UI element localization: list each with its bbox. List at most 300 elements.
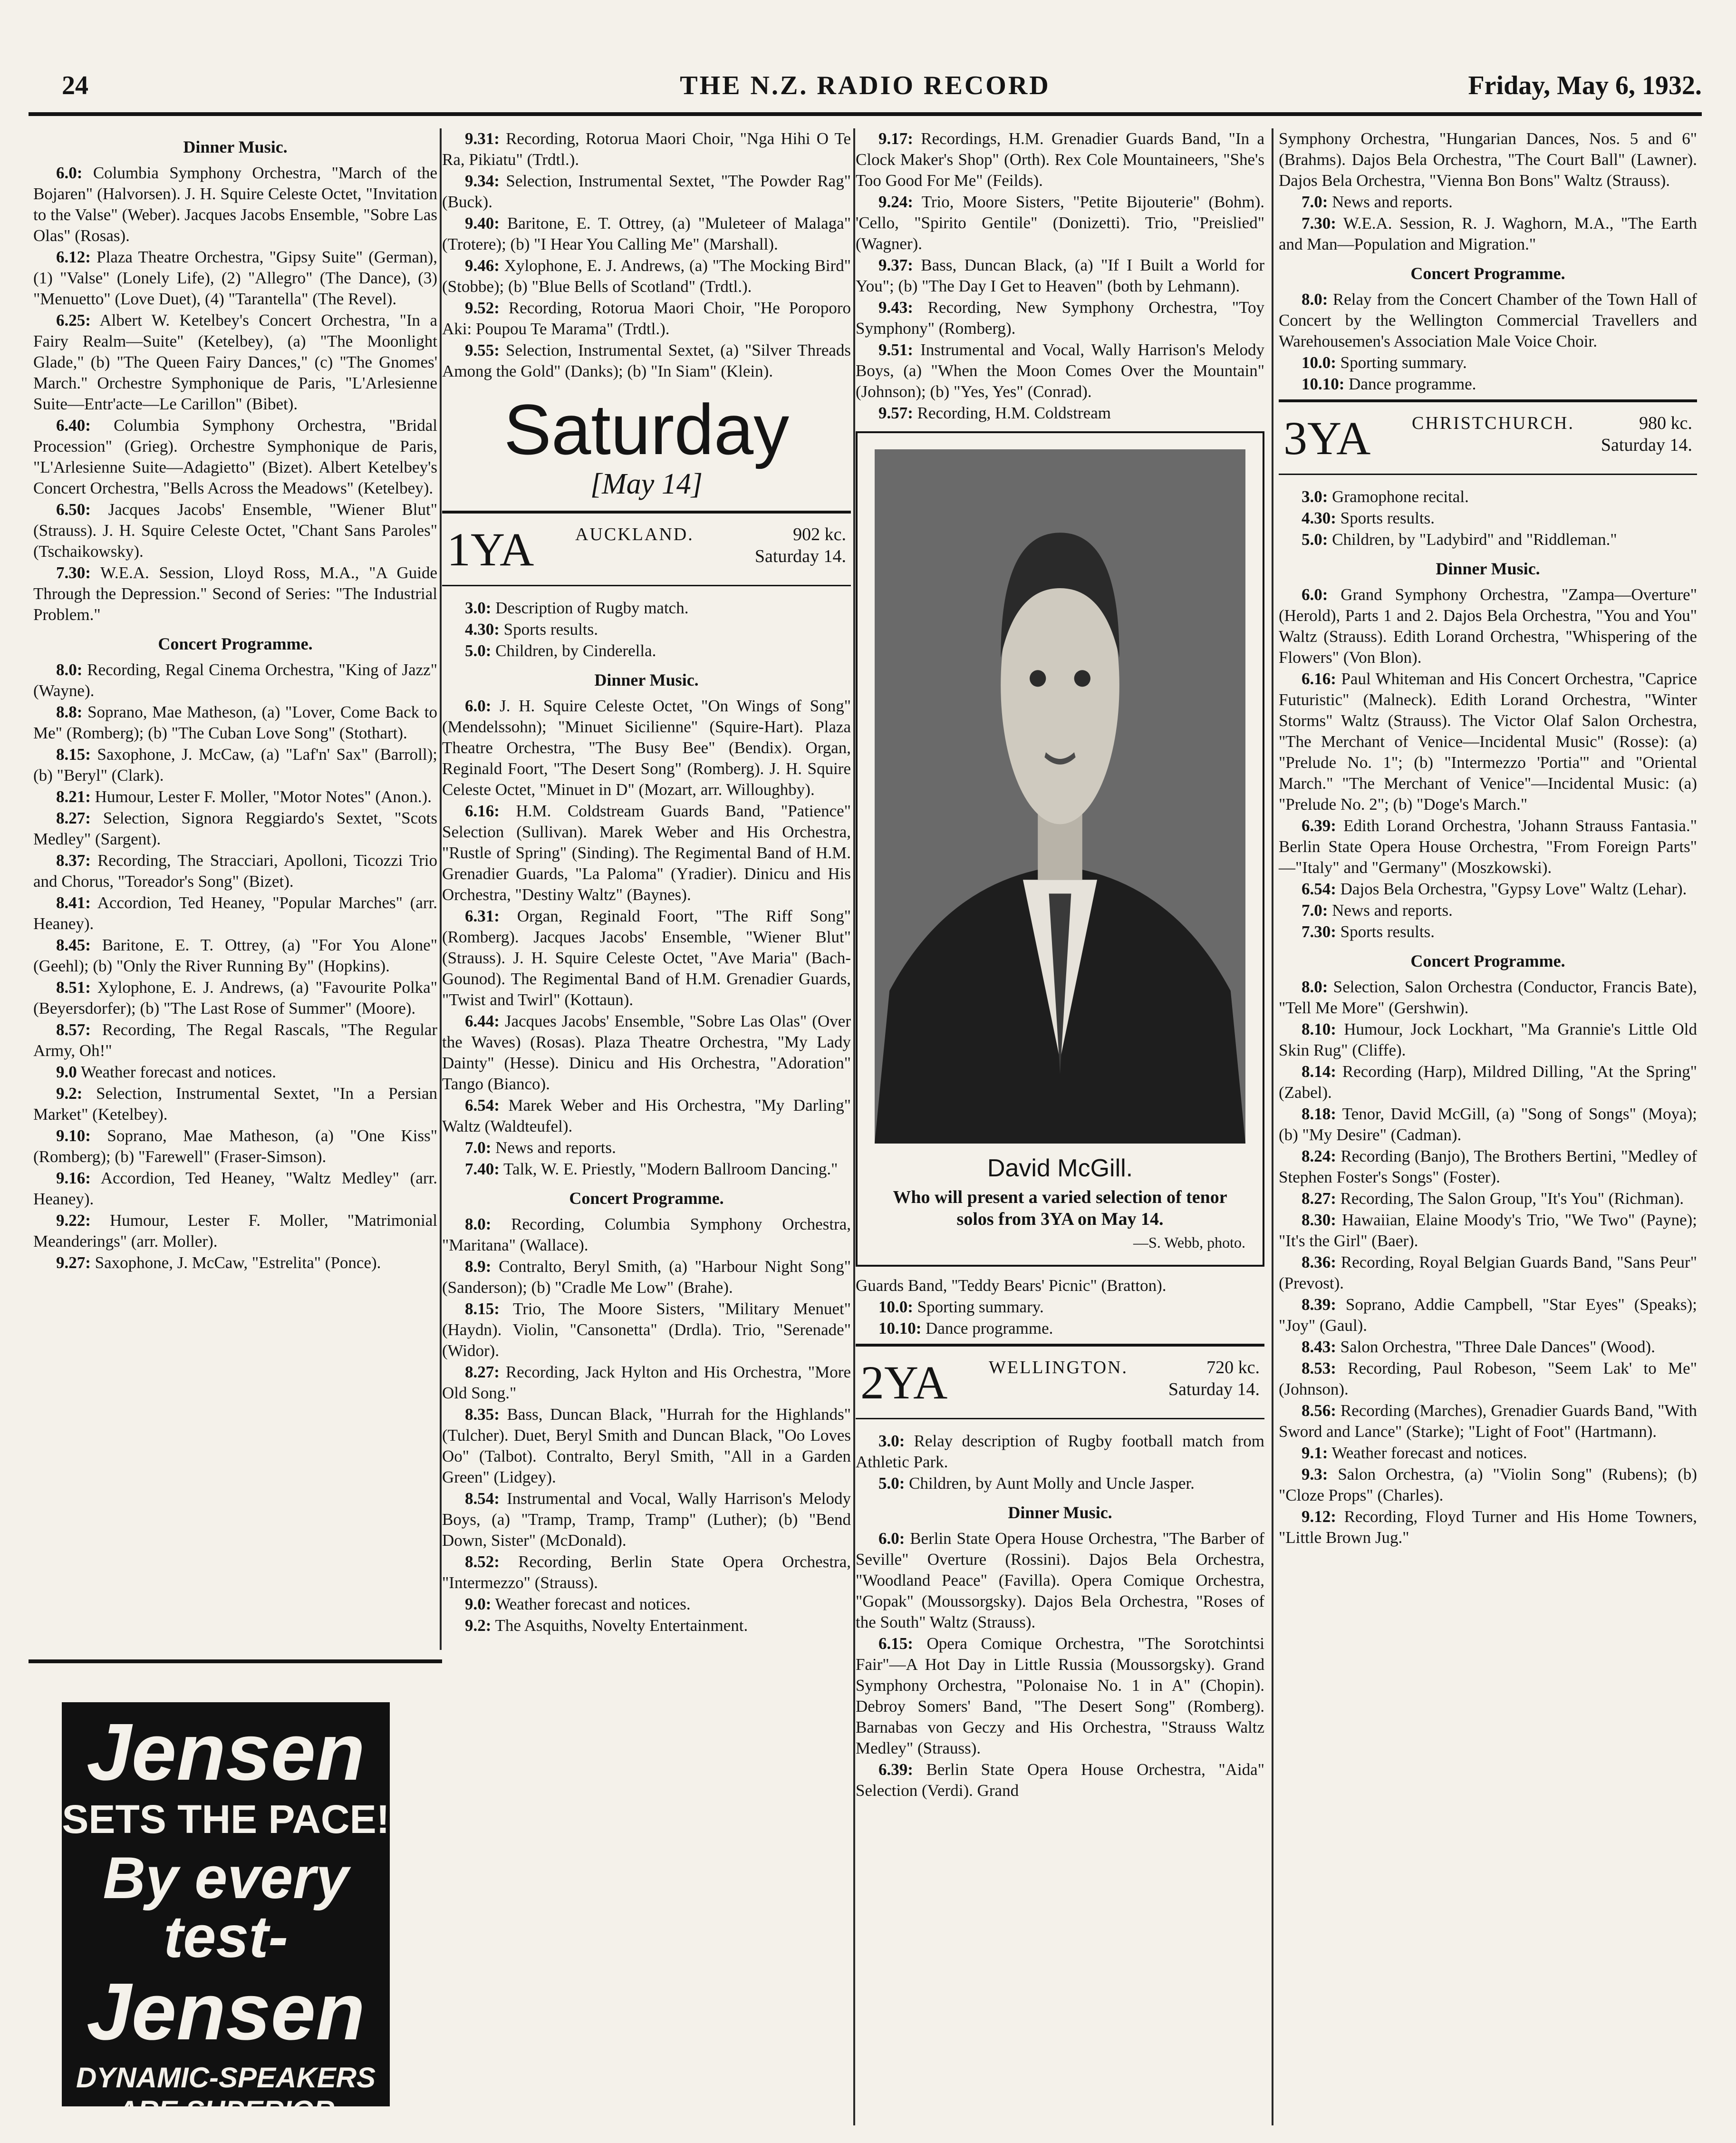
entry-text: Sports results. <box>1340 922 1435 941</box>
programme-entry <box>442 1404 851 1488</box>
entry-time: 9.43: <box>878 298 913 317</box>
entry-time: 6.50: <box>56 500 91 519</box>
programme-entry <box>1279 1188 1697 1209</box>
programme-entry <box>442 171 851 213</box>
programme-entry <box>442 1299 851 1361</box>
station-city: AUCKLAND. <box>575 524 694 544</box>
entry-time: 6.0: <box>1302 585 1328 604</box>
entry-text: Columbia Symphony Orchestra, "Bridal Procession" (Grieg). Orchestre Symphonique de Paris, "L'Arlesienne Suite—Adagietto" (Bizet). Albert Ketelbey's Concert Orchestra, "Bells Across the Meadows" (Ketelbey). <box>33 416 438 497</box>
portrait-illustration <box>875 449 1245 1144</box>
station-frequency: 720 kc. <box>1206 1358 1260 1377</box>
entry-text: Recording, Paul Robeson, "Seem Lak' to Me" (Johnson). <box>1279 1359 1697 1398</box>
entry-text: Recording (Banjo), The Brothers Bertini, "Medley of Stephen Foster's Songs" (Foster). <box>1279 1147 1697 1186</box>
programme-list <box>442 598 851 661</box>
entry-time: 7.0: <box>465 1138 492 1157</box>
programme-list <box>33 163 437 625</box>
advert-brand: Jensen <box>87 1707 365 1797</box>
photo-caption: Who will present a varied selection of tenor solos from 3YA on May 14. <box>893 1187 1227 1229</box>
entry-text: Trio, Moore Sisters, "Petite Bijouterie" (Bohm). 'Cello, "Spirito Gentile" (Donizetti). Trio, "Preislied" (Wagner). <box>856 193 1264 253</box>
entry-time: 8.57: <box>56 1020 91 1039</box>
programme-entry <box>856 255 1264 297</box>
section-heading: Dinner Music. <box>183 137 288 156</box>
entry-time: 6.54: <box>1302 880 1336 898</box>
programme-entry <box>33 702 437 744</box>
continued-entry: Guards Band, "Teddy Bears' Picnic" (Bratton). <box>856 1276 1167 1295</box>
entry-time: 9.51: <box>878 340 913 359</box>
programme-entry <box>33 1125 437 1167</box>
programme-entry <box>1279 529 1697 550</box>
programme-list <box>33 659 437 1273</box>
section-heading: Concert Programme. <box>1410 951 1565 970</box>
programme-entry <box>442 1159 851 1180</box>
entry-text: Recording, Rotorua Maori Choir, "Nga Hihi O Te Ra, Pikiatu" (Trdtl.). <box>442 129 851 169</box>
entry-text: Recording, New Symphony Orchestra, "Toy Symphony" (Romberg). <box>856 298 1265 338</box>
entry-time: 8.27: <box>56 809 91 827</box>
entry-time: 6.15: <box>878 1634 913 1653</box>
entry-text: Plaza Theatre Orchestra, "Gipsy Suite" (German), (1) "Valse" (Lonely Life), (2) "Allegro" (The Dance), (3) "Menuetto" (Love Duet), (4) "Tarantella" (The Revel). <box>33 248 437 308</box>
day-banner <box>442 391 851 501</box>
programme-entry <box>33 935 437 977</box>
entry-text: Selection, Instrumental Sextet, (a) "Silver Threads Among the Gold" (Danks); (b) "In Siam" (Klein). <box>442 341 851 380</box>
station-frequency: 980 kc. <box>1639 413 1692 433</box>
entry-text: Selection, Instrumental Sextet, "In a Persian Market" (Ketelbey). <box>33 1084 438 1124</box>
programme-entry <box>856 403 1264 424</box>
photo-credit: —S. Webb, photo. <box>1133 1234 1245 1251</box>
programme-list <box>856 128 1264 424</box>
entry-text: Berlin State Opera House Orchestra, "Aida" Selection (Verdi). Grand <box>856 1760 1265 1800</box>
entry-time: 9.3: <box>1302 1465 1328 1484</box>
programme-list <box>856 1297 1264 1339</box>
column-1 <box>33 128 437 1640</box>
programme-entry <box>856 1318 1264 1339</box>
entry-time: 6.16: <box>465 802 500 820</box>
programme-entry <box>33 850 437 892</box>
programme-entry <box>1279 1294 1697 1336</box>
entry-time: 6.31: <box>465 907 500 925</box>
entry-text: Xylophone, E. J. Andrews, (a) "The Mocking Bird" (Stobbe); (b) "Blue Bells of Scotland" (Trdtl.). <box>442 256 851 296</box>
programme-list <box>856 1528 1264 1801</box>
portrait-photo <box>875 449 1245 1144</box>
entry-text: Columbia Symphony Orchestra, "March of the Bojaren" (Halvorsen). J. H. Squire Celeste Octet, "Invitation to the Valse" (Weber). Jacques Jacobs Ensemble, "Sobre Las Olas" (Rosas). <box>33 164 437 245</box>
entry-text: News and reports. <box>495 1138 616 1157</box>
section-heading: Concert Programme. <box>569 1189 724 1208</box>
entry-text: Recording, Columbia Symphony Orchestra, "Maritana" (Wallace). <box>442 1215 851 1254</box>
entry-time: 6.44: <box>465 1012 500 1030</box>
issue-date: Friday, May 6, 1932. <box>1468 71 1702 100</box>
continued-entry: Symphony Orchestra, "Hungarian Dances, Nos. 5 and 6" (Brahms). Dajos Bela Orchestra, "The Court Ball" (Lawner). Dajos Bela Orchestra, "Vienna Bon Bons" Waltz (Strauss). <box>1279 129 1697 190</box>
programme-entry <box>33 659 437 701</box>
station-call: 3YA <box>1283 412 1371 465</box>
entry-time: 8.35: <box>465 1405 500 1424</box>
column-rule <box>1272 128 1273 2125</box>
station-day: Saturday 14. <box>1168 1379 1260 1399</box>
masthead-rule <box>29 112 1702 116</box>
programme-entry <box>33 1210 437 1252</box>
programme-entry <box>1279 1443 1697 1464</box>
entry-time: 8.43: <box>1302 1338 1336 1356</box>
newspaper-title: THE N.Z. RADIO RECORD <box>680 71 1051 100</box>
programme-entry <box>442 1214 851 1256</box>
station-day: Saturday 14. <box>754 546 846 566</box>
entry-text: Relay description of Rugby football match from Athletic Park. <box>856 1432 1264 1471</box>
entry-time: 9.34: <box>465 172 500 190</box>
programme-entry <box>1279 289 1697 352</box>
entry-time: 9.12: <box>1302 1507 1336 1526</box>
programme-entry <box>1279 1210 1697 1251</box>
entry-text: Recording, Floyd Turner and His Home Towners, "Little Brown Jug." <box>1279 1507 1697 1547</box>
entry-time: 8.39: <box>1302 1295 1336 1314</box>
entry-time: 8.51: <box>56 978 91 997</box>
entry-text: News and reports. <box>1332 901 1453 920</box>
programme-entry <box>33 786 437 807</box>
entry-text: Sports results. <box>1340 509 1435 527</box>
programme-entry <box>1279 213 1697 255</box>
entry-text: Recording, Royal Belgian Guards Band, "Sans Peur" (Prevost). <box>1279 1253 1697 1292</box>
photo-box <box>856 431 1264 1267</box>
entry-text: Humour, Lester F. Moller, "Motor Notes" (Anon.). <box>95 787 432 806</box>
entry-text: Albert W. Ketelbey's Concert Orchestra, "In a Fairy Realm—Suite" (Ketelbey), (a) "The Moonlight Glade," (b) "The Queen Fairy Dances," (c) "The Gnomes' March." Orchestre Symphonique de Paris, "L'Arlesienne Suite—Entr'acte—Le Carillon" (Bibet). <box>33 311 437 413</box>
entry-time: 7.0: <box>1302 901 1328 920</box>
entry-time: 8.21: <box>56 787 91 806</box>
entry-text: Recording, Jack Hylton and His Orchestra, "More Old Song." <box>442 1363 851 1402</box>
entry-text: W.E.A. Session, R. J. Waghorn, M.A., "The Earth and Man—Population and Migration." <box>1279 214 1697 253</box>
programme-entry <box>856 297 1264 339</box>
programme-entry <box>1279 192 1697 213</box>
entry-text: Recording, Regal Cinema Orchestra, "King of Jazz" (Wayne). <box>33 660 437 700</box>
entry-text: Recording, Berlin State Opera Orchestra, "Intermezzo" (Strauss). <box>442 1552 851 1592</box>
entry-text: Baritone, E. T. Ottrey, (a) "Muleteer of Malaga" (Trotere); (b) "I Hear You Calling Me" (Marshall). <box>442 214 851 253</box>
programme-entry <box>33 892 437 934</box>
programme-entry <box>1279 900 1697 921</box>
station-header-1ya <box>442 511 851 586</box>
entry-text: Jacques Jacobs' Ensemble, "Wiener Blut" (Strauss). J. H. Squire Celeste Octet, "Chant Sans Paroles" (Tschaikowsky). <box>33 500 437 561</box>
entry-time: 9.37: <box>878 256 913 274</box>
photo-subject-name: David McGill. <box>987 1154 1133 1182</box>
programme-entry <box>1279 669 1697 815</box>
entry-text: Relay from the Concert Chamber of the Town Hall of Concert by the Wellington Commercial Travellers and Warehousemen's Association Male Voice Choir. <box>1279 290 1697 350</box>
programme-entry <box>33 744 437 786</box>
entry-time: 3.0: <box>878 1432 905 1450</box>
programme-entry <box>856 339 1264 402</box>
programme-entry <box>856 1431 1264 1473</box>
station-call: 1YA <box>447 523 534 576</box>
entry-text: Jacques Jacobs' Ensemble, "Sobre Las Olas" (Over the Waves) (Rosas). Plaza Theatre Orchestra, "My Lady Dainty" (Hesse). Dinicu and His Orchestra, "Adoration" Tango (Bianco). <box>442 1012 851 1093</box>
entry-text: Organ, Reginald Foort, "The Riff Song" (Romberg). Jacques Jacobs' Ensemble, "Wiener Blut" (Strauss). J. H. Squire Celeste Octet, "Ave Maria" (Bach-Gounod). The Regimental Band of H.M. Grenadier Guards, "Twist and Twirl" (Kottaun). <box>442 907 851 1009</box>
entry-time: 8.8: <box>56 703 83 721</box>
entry-text: Instrumental and Vocal, Wally Harrison's Melody Boys, (a) "Tramp, Tramp, Tramp" (Luther); (b) "Bend Down, Sister" (McDonald). <box>442 1489 851 1550</box>
advert-slogan: SETS THE PACE! <box>62 1797 390 1842</box>
entry-time: 10.10: <box>878 1319 922 1338</box>
programme-list <box>1279 584 1697 942</box>
entry-time: 8.54: <box>465 1489 500 1508</box>
entry-time: 8.27: <box>465 1363 500 1381</box>
programme-entry <box>1279 1337 1697 1358</box>
programme-entry <box>442 1011 851 1095</box>
entry-time: 6.16: <box>1302 669 1336 688</box>
entry-text: Recording (Harp), Mildred Dilling, "At the Spring" (Zabel). <box>1279 1062 1697 1102</box>
programme-entry <box>1279 1358 1697 1400</box>
entry-text: Soprano, Mae Matheson, (a) "Lover, Come Back to Me" (Romberg); (b) "The Cuban Love Song" (Stothart). <box>33 703 438 742</box>
programme-entry <box>33 1083 437 1125</box>
entry-time: 7.0: <box>1302 193 1328 211</box>
programme-entry <box>1279 815 1697 878</box>
programme-entry <box>442 1362 851 1404</box>
entry-text: Soprano, Mae Matheson, (a) "One Kiss" (Romberg); (b) "Farewell" (Fraser-Simson). <box>33 1126 438 1166</box>
entry-text: Instrumental and Vocal, Wally Harrison's Melody Boys, (a) "When the Moon Comes Over the Mountain" (Johnson); (b) "Yes, Yes" (Conrad). <box>856 340 1264 401</box>
entry-text: Recording, Rotorua Maori Choir, "He Poroporo Aki: Poupou Te Marama" (Trdtl.). <box>442 299 851 338</box>
entry-time: 5.0: <box>1302 530 1328 549</box>
programme-entry <box>1279 508 1697 529</box>
entry-time: 7.40: <box>465 1160 500 1178</box>
entry-text: Sporting summary. <box>1340 353 1467 372</box>
entry-time: 5.0: <box>465 641 492 660</box>
programme-entry <box>442 619 851 640</box>
programme-entry <box>856 1297 1264 1318</box>
entry-text: News and reports. <box>1332 193 1453 211</box>
entry-time: 7.30: <box>1302 922 1336 941</box>
entry-time: 8.56: <box>1302 1401 1336 1420</box>
programme-entry <box>442 1256 851 1298</box>
entry-time: 3.0: <box>1302 487 1328 506</box>
entry-time: 6.39: <box>878 1760 913 1779</box>
day-title: Saturday <box>503 389 790 469</box>
entry-time: 8.15: <box>465 1299 500 1318</box>
programme-list <box>1279 289 1697 395</box>
programme-entry <box>1279 1061 1697 1103</box>
entry-time: 9.10: <box>56 1126 91 1145</box>
entry-time: 8.53: <box>1302 1359 1336 1377</box>
entry-text: Contralto, Beryl Smith, (a) "Harbour Night Song" (Sanderson); (b) "Cradle Me Low" (Brahe). <box>442 1257 851 1297</box>
programme-entry <box>33 163 437 246</box>
entry-text: Recording, The Salon Group, "It's You" (Richman). <box>1340 1189 1684 1208</box>
programme-entry <box>1279 1104 1697 1145</box>
advert-line: DYNAMIC-SPEAKERS <box>76 2062 376 2094</box>
entry-text: Edith Lorand Orchestra, 'Johann Strauss Fantasia." Berlin State Opera House Orchestra, "From Foreign Parts" —"Italy" and "Germany" (Moszkowski). <box>1279 816 1697 877</box>
entry-text: H.M. Coldstream Guards Band, "Patience" Selection (Sullivan). Marek Weber and His Orchestra, "Rustle of Spring" (Sinding). The Regimental Band of H.M. Grenadier Guards, "La Paloma" (Yradier). Dinicu and His Orchestra, "Destiny Waltz" (Baynes). <box>442 802 851 904</box>
entry-time: 9.40: <box>465 214 500 233</box>
entry-time: 9.46: <box>465 256 500 275</box>
entry-time: 4.30: <box>465 620 500 639</box>
entry-text: Saxophone, J. McCaw, (a) "Laf'n' Sax" (Barroll); (b) "Beryl" (Clark). <box>33 745 438 785</box>
entry-time: 6.54: <box>465 1096 500 1115</box>
entry-time: 8.30: <box>1302 1211 1336 1229</box>
programme-entry <box>33 415 437 499</box>
entry-time: 9.16: <box>56 1169 91 1187</box>
entry-text: Dance programme. <box>1349 375 1476 393</box>
entry-time: 8.0: <box>1302 978 1328 996</box>
programme-entry <box>442 801 851 905</box>
advert-line: By every test- <box>103 1845 349 1970</box>
section-heading: Concert Programme. <box>1410 264 1565 283</box>
programme-entry <box>442 298 851 339</box>
programme-entry <box>442 598 851 619</box>
programme-list <box>442 128 851 382</box>
entry-time: 8.0: <box>56 660 83 679</box>
entry-time: 9.31: <box>465 129 500 148</box>
programme-entry <box>1279 584 1697 668</box>
entry-text: Recording, H.M. Coldstream <box>917 404 1111 422</box>
entry-time: 8.18: <box>1302 1105 1336 1123</box>
programme-entry <box>33 499 437 562</box>
entry-time: 8.37: <box>56 851 91 870</box>
programme-list <box>442 696 851 1180</box>
programme-list <box>856 1431 1264 1494</box>
entry-text: Recordings, H.M. Grenadier Guards Band, "In a Clock Maker's Shop" (Orth). Rex Cole Mountaineers, "She's Too Good For Me" (Feilds). <box>856 129 1265 190</box>
entry-text: Selection, Signora Reggiardo's Sextet, "Scots Medley" (Sargent). <box>33 809 437 848</box>
programme-entry <box>442 640 851 661</box>
entry-text: Berlin State Opera House Orchestra, "The Barber of Seville" Overture (Rossini). Dajos Bela Orchestra, "Woodland Peace" (Favilla). Opera Comique Orchestra, "Gopak" (Moussorgsky). Dajos Bela Orchestra, "Roses of the South" Waltz (Strauss). <box>856 1529 1265 1631</box>
programme-entry <box>442 255 851 297</box>
entry-time: 8.45: <box>56 936 91 954</box>
masthead <box>29 67 1702 109</box>
station-header-2ya <box>856 1344 1264 1419</box>
entry-text: J. H. Squire Celeste Octet, "On Wings of Song" (Mendelssohn); "Minuet Sicilienne" (Squire-Hart). Plaza Theatre Orchestra, "The Busy Bee" (Bendix). Organ, Reginald Foort, "The Desert Song" (Romberg). J. H. Squire Celeste Octet, "Minuet in D" (Mozart, arr. Willoughby). <box>442 697 851 799</box>
programme-entry <box>856 1473 1264 1494</box>
entry-text: Sports results. <box>503 620 598 639</box>
entry-text: Description of Rugby match. <box>495 599 689 617</box>
entry-time: 3.0: <box>465 599 492 617</box>
entry-text: Baritone, E. T. Ottrey, (a) "For You Alone" (Geehl); (b) "Only the River Running By" (Hopkins). <box>33 936 438 975</box>
entry-text: Soprano, Addie Campbell, "Star Eyes" (Speaks); "Joy" (Gaul). <box>1279 1295 1697 1335</box>
programme-entry <box>442 213 851 255</box>
programme-entry <box>33 1019 437 1061</box>
entry-text: Dajos Bela Orchestra, "Gypsy Love" Waltz (Lehar). <box>1340 880 1687 898</box>
programme-entry <box>1279 1400 1697 1442</box>
programme-list <box>1279 977 1697 1548</box>
entry-time: 6.39: <box>1302 816 1336 835</box>
programme-list <box>442 1214 851 1636</box>
programme-list <box>1279 192 1697 255</box>
entry-time: 10.0: <box>1302 353 1336 372</box>
programme-entry <box>1279 1506 1697 1548</box>
programme-entry <box>1279 1464 1697 1506</box>
entry-time: 8.27: <box>1302 1189 1336 1208</box>
entry-text: Humour, Lester F. Moller, "Matrimonial Meanderings" (arr. Moller). <box>33 1211 437 1251</box>
entry-time: 9.22: <box>56 1211 91 1230</box>
entry-time: 10.10: <box>1302 375 1345 393</box>
programme-entry <box>442 1488 851 1551</box>
programme-entry <box>33 808 437 850</box>
station-frequency: 902 kc. <box>793 524 846 544</box>
section-heading: Dinner Music. <box>594 670 699 689</box>
column-rule <box>440 128 442 1650</box>
entry-text: Weather forecast and notices. <box>495 1595 691 1613</box>
programme-entry <box>442 696 851 800</box>
entry-text: Weather forecast and notices. <box>1331 1444 1527 1462</box>
programme-entry <box>33 977 437 1019</box>
entry-time: 9.24: <box>878 193 913 211</box>
programme-entry <box>33 310 437 415</box>
entry-time: 8.36: <box>1302 1253 1336 1271</box>
programme-entry <box>1279 1146 1697 1188</box>
entry-time: 9.2: <box>465 1616 492 1635</box>
entry-text: Children, by Cinderella. <box>495 641 656 660</box>
programme-entry <box>1279 1019 1697 1061</box>
column-3 <box>856 128 1264 2135</box>
advert-rule <box>29 1659 442 1663</box>
entry-time: 6.12: <box>56 248 91 266</box>
entry-time: 7.30: <box>1302 214 1336 233</box>
entry-text: Children, by Aunt Molly and Uncle Jasper. <box>909 1474 1195 1493</box>
entry-time: 9.27: <box>56 1253 91 1272</box>
entry-time: 9.57: <box>878 404 913 422</box>
entry-time: 5.0: <box>878 1474 905 1493</box>
entry-text: Accordion, Ted Heaney, "Popular Marches" (arr. Heaney). <box>33 893 437 933</box>
section-heading: Concert Programme. <box>158 634 313 653</box>
station-city: CHRISTCHURCH. <box>1412 413 1574 433</box>
programme-entry <box>856 1633 1264 1759</box>
entry-text: Gramophone recital. <box>1332 487 1469 506</box>
entry-time: 9.2: <box>56 1084 83 1103</box>
programme-entry <box>442 1551 851 1593</box>
entry-time: 10.0: <box>878 1298 913 1316</box>
programme-entry <box>1279 1252 1697 1294</box>
station-header-3ya <box>1279 399 1697 475</box>
entry-text: Salon Orchestra, (a) "Violin Song" (Rubens); (b) "Cloze Props" (Charles). <box>1279 1465 1697 1504</box>
entry-time: 6.0: <box>878 1529 905 1548</box>
entry-text: Recording, The Stracciari, Apolloni, Ticozzi Trio and Chorus, "Toreador's Song" (Bizet). <box>33 851 437 891</box>
entry-text: W.E.A. Session, Lloyd Ross, M.A., "A Guide Through the Depression." Second of Series: "The Industrial Problem." <box>33 563 437 624</box>
programme-entry <box>1279 977 1697 1018</box>
programme-entry <box>33 1252 437 1273</box>
entry-text: Humour, Jock Lockhart, "Ma Grannie's Little Old Skin Rug" (Cliffe). <box>1279 1020 1697 1059</box>
entry-time: 9.52: <box>465 299 500 317</box>
programme-entry <box>442 1594 851 1615</box>
advert-line: ARE SUPERIOR <box>117 2095 335 2127</box>
column-2 <box>442 128 851 2135</box>
entry-time: 9.1: <box>1302 1444 1328 1462</box>
entry-text: The Asquiths, Novelty Entertainment. <box>495 1616 748 1635</box>
entry-time: 8.9: <box>465 1257 492 1276</box>
advert-brand: Jensen <box>87 1967 365 2057</box>
entry-time: 8.15: <box>56 745 91 764</box>
entry-time: 8.24: <box>1302 1147 1336 1165</box>
entry-text: Paul Whiteman and His Concert Orchestra, "Caprice Futuristic" (Malneck). Edith Lorand Orchestra, "Winter Storms" Waltz (Strauss). The Victor Olaf Salon Orchestra, "The Merchant of Venice—Incidental Music" (Rosse): (a) "Prelude No. 1"; (b) "Intermezzo 'Portia'" and "Oriental March." "The Merchant of Venice"—Incidental Music: (a) "Prelude No. 2"; (b) "Doge's March." <box>1279 669 1697 814</box>
entry-time: 9.0: <box>465 1595 492 1613</box>
section-heading: Dinner Music. <box>1436 559 1540 578</box>
programme-entry <box>442 1137 851 1158</box>
entry-text: Hawaiian, Elaine Moody's Trio, "We Two" (Payne); "It's the Girl" (Baer). <box>1279 1211 1697 1250</box>
station-day: Saturday 14. <box>1601 435 1692 455</box>
entry-text: Opera Comique Orchestra, "The Sorotchintsi Fair"—A Hot Day in Little Russia (Moussorgsky). Grand Symphony Orchestra, "Polonaise No. 1 in A" (Chopin). Debroy Somers' Band, "The Desert Song" (Romberg). Barnabas von Geczy and His Orchestra, "Strauss Waltz Medley" (Strauss). <box>856 1634 1264 1757</box>
entry-time: 6.40: <box>56 416 91 435</box>
entry-time: 8.0: <box>465 1215 492 1233</box>
entry-text: Tenor, David McGill, (a) "Song of Songs" (Moya); (b) "My Desire" (Cadman). <box>1279 1105 1697 1144</box>
entry-time: 9.0 <box>56 1063 77 1081</box>
entry-text: Saxophone, J. McCaw, "Estrelita" (Ponce). <box>95 1253 381 1272</box>
section-heading: Dinner Music. <box>1008 1503 1112 1522</box>
entry-text: Weather forecast and notices. <box>80 1063 277 1081</box>
station-call: 2YA <box>860 1356 948 1409</box>
programme-list <box>1279 486 1697 550</box>
entry-text: Trio, The Moore Sisters, "Military Menuet" (Haydn). Violin, "Cansonetta" (Drdla). Trio, "Serenade" (Widor). <box>442 1299 851 1360</box>
entry-time: 7.30: <box>56 563 91 582</box>
entry-text: Marek Weber and His Orchestra, "My Darling" Waltz (Waldteufel). <box>442 1096 851 1135</box>
entry-text: Recording, The Regal Rascals, "The Regular Army, Oh!" <box>33 1020 438 1060</box>
entry-time: 6.0: <box>465 697 492 715</box>
column-4 <box>1279 128 1697 2135</box>
programme-entry <box>856 1759 1264 1801</box>
entry-text: Grand Symphony Orchestra, "Zampa—Overture" (Herold), Parts 1 and 2. Dajos Bela Orchestra, "You and You" Waltz (Strauss). Edith Lorand Orchestra, "Whispering of the Flowers" (Von Blon). <box>1279 585 1697 667</box>
programme-entry <box>1279 486 1697 507</box>
programme-entry <box>442 906 851 1010</box>
entry-time: 8.14: <box>1302 1062 1336 1081</box>
entry-text: Salon Orchestra, "Three Dale Dances" (Wood). <box>1340 1338 1655 1356</box>
entry-text: Recording (Marches), Grenadier Guards Band, "With Sword and Lance" (Starke); "Light of Foot" (Hartmann). <box>1279 1401 1697 1441</box>
entry-time: 9.17: <box>878 129 913 148</box>
jensen-advert <box>62 1702 390 2127</box>
entry-text: Talk, W. E. Priestly, "Modern Ballroom Dancing." <box>503 1160 838 1178</box>
